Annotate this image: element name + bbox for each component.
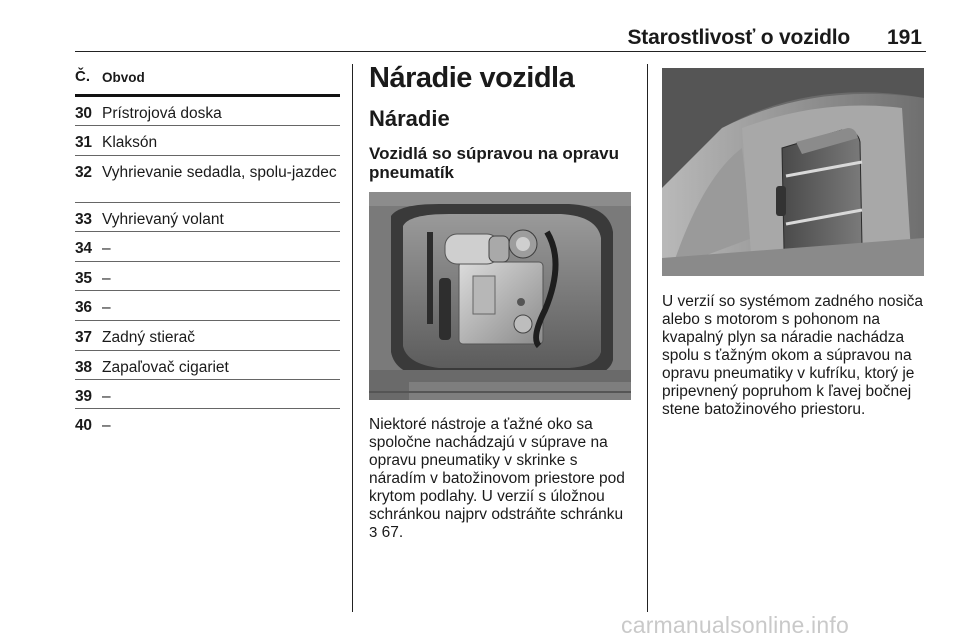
table-header-number: Č.: [75, 68, 90, 85]
page-number: 191: [886, 26, 922, 49]
paragraph-text: Niektoré nástroje a ťažné oko sa spoločne nachádzajú v súprave na opravu pneumatiky v skrinke s náradím v batožinovom priestore pod krytom podlahy. U verzií s úložnou schránkou najprv odstráňte schránku: [369, 416, 625, 523]
table-header-circuit: Obvod: [102, 70, 145, 85]
column-divider: [647, 64, 648, 612]
section-heading: Náradie vozidla: [369, 62, 575, 94]
row-number: 39: [75, 388, 92, 405]
table-row: [75, 262, 340, 291]
table-row: [75, 156, 340, 203]
row-label: –: [102, 299, 111, 316]
table-row: [75, 321, 340, 351]
row-label: Vyhrievanie sedadla, spolu-jazdec: [102, 164, 337, 181]
table-row: [75, 97, 340, 126]
row-label: –: [102, 270, 111, 287]
table-row: [75, 203, 340, 232]
body-paragraph: [369, 416, 635, 542]
row-number: 40: [75, 417, 92, 434]
row-label: Vyhrievaný volant: [102, 211, 224, 228]
row-number: 30: [75, 105, 92, 122]
row-number: 34: [75, 240, 92, 257]
table-row: [75, 126, 340, 156]
row-label: Zadný stierač: [102, 329, 196, 346]
row-label: –: [102, 240, 111, 257]
fuse-table-header: [75, 68, 340, 97]
watermark: carmanualsonline.info: [621, 612, 849, 638]
row-number: 33: [75, 211, 92, 228]
tool-kit-photo: [369, 192, 631, 400]
row-label: Zapaľovač cigariet: [102, 359, 229, 376]
body-paragraph: U verzií so systémom zadného nosiča alebo s motorom s pohonom na kvapalný plyn sa náradie nachádza spolu s ťažným okom a súpravou na opravu pneumatiky v kufríku, ktorý je pripevnený popruhom k ľavej bočnej stene batožinového priestoru.: [662, 293, 924, 418]
row-number: 36: [75, 299, 92, 316]
subsubsection-heading: Vozidlá so súpravou na opravu pneumatík: [369, 144, 620, 182]
subsection-heading: Náradie: [369, 106, 450, 131]
header-rule: [75, 51, 926, 52]
row-number: 38: [75, 359, 92, 376]
row-number: 32: [75, 164, 92, 181]
page-header-title: Starostlivosť o vozidlo: [627, 26, 850, 49]
row-label: Klaksón: [102, 134, 158, 151]
table-row: [75, 409, 340, 437]
tool-case-photo: [662, 68, 924, 276]
table-row: [75, 351, 340, 380]
row-label: –: [102, 388, 111, 405]
column-divider: [352, 64, 353, 612]
page-reference-icon: 3: [369, 524, 378, 541]
page-reference: 67.: [377, 524, 404, 541]
table-row: [75, 291, 340, 321]
table-row: [75, 380, 340, 409]
row-number: 35: [75, 270, 92, 287]
row-number: 31: [75, 134, 92, 151]
row-label: Prístrojová doska: [102, 105, 222, 122]
row-number: 37: [75, 329, 92, 346]
table-row: [75, 232, 340, 262]
row-label: –: [102, 417, 111, 434]
